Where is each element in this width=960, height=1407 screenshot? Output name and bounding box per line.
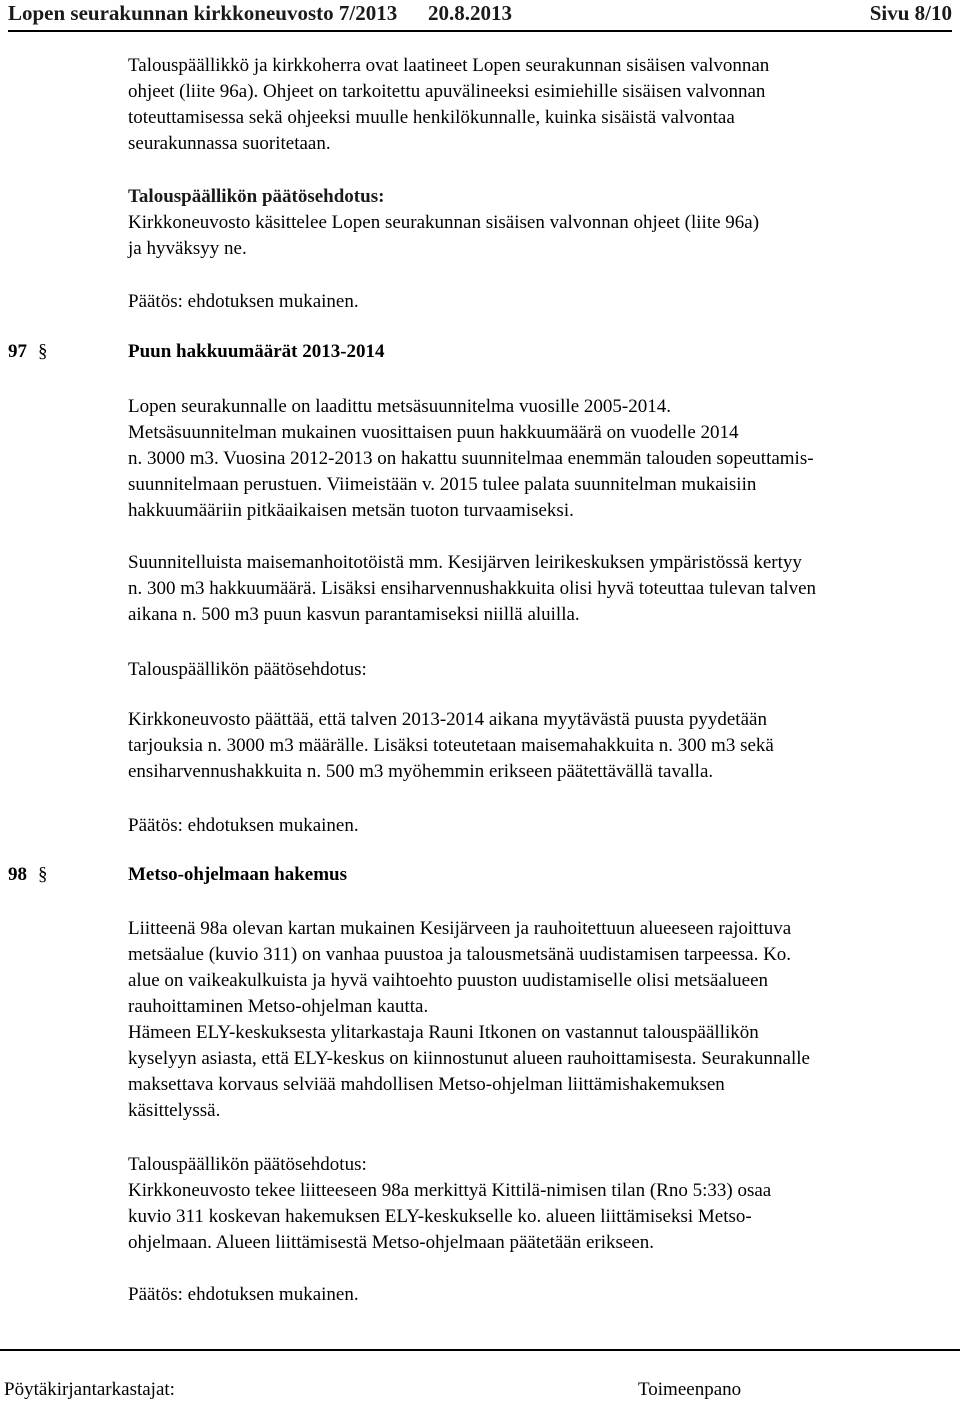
intro-line: Talouspäällikkö ja kirkkoherra ovat laatineet Lopen seurakunnan sisäisen valvonnan [128, 55, 770, 76]
page-number: Sivu 8/10 [869, 1, 952, 25]
section-98-heading [8, 864, 928, 892]
proposal-line: kuvio 311 koskevan hakemuksen ELY-keskukselle ko. alueen liittämiseksi Metso- [128, 1206, 752, 1227]
paragraph-symbol: § [38, 864, 48, 885]
section-97-paragraph-1 [128, 394, 928, 524]
proposal-line: tarjouksia n. 3000 m3 määrälle. Lisäksi toteutetaan maisemahakkuita n. 300 m3 sekä [128, 735, 774, 756]
footer-execution-label: Toimeenpano [638, 1379, 742, 1400]
meeting-date: 20.8.2013 [428, 1, 512, 25]
proposal-line: ohjelmaan. Alueen liittämisestä Metso-ohjelmaan päätetään erikseen. [128, 1232, 655, 1253]
body-line: Lopen seurakunnalle on laadittu metsäsuunnitelma vuosille 2005-2014. [128, 396, 671, 417]
section-98-proposal [128, 1152, 928, 1256]
intro-paragraph [128, 53, 928, 157]
section-97-proposal [128, 707, 928, 785]
body-line: Metsäsuunnitelman mukainen vuosittaisen puun hakkuumäärä on vuodelle 2014 [128, 422, 739, 443]
proposal-line: ensiharvennushakkuita n. 500 m3 myöhemmin erikseen päätettävällä tavalla. [128, 761, 714, 782]
section-98-paragraph-1 [128, 916, 928, 1124]
body-line: käsittelyssä. [128, 1100, 221, 1121]
footer-divider [0, 1349, 960, 1351]
section-98-decision [128, 1282, 928, 1308]
section-number: 97 [8, 341, 27, 362]
section-97-proposal-label [128, 657, 928, 683]
page-header [8, 0, 952, 32]
proposal-label: Talouspäällikön päätösehdotus: [128, 186, 385, 207]
decision-text: Päätös: ehdotuksen mukainen. [128, 815, 359, 836]
decision-text: Päätös: ehdotuksen mukainen. [128, 291, 359, 312]
document-title: Lopen seurakunnan kirkkoneuvosto 7/2013 [8, 1, 398, 25]
body-line: metsäalue (kuvio 311) on vanhaa puustoa ja talousmetsänä uudistamisen tarpeessa. Ko. [128, 944, 792, 965]
intro-line: seurakunnassa suoritetaan. [128, 133, 331, 154]
proposal-label: Talouspäällikön päätösehdotus: [128, 659, 367, 680]
section-97-heading [8, 341, 928, 369]
intro-line: ohjeet (liite 96a). Ohjeet on tarkoitettu apuvälineeksi esimiehille sisäisen valvonnan [128, 81, 766, 102]
body-line: rauhoittaminen Metso-ohjelman kautta. [128, 996, 429, 1017]
intro-decision [128, 289, 928, 315]
body-line: Liitteenä 98a olevan kartan mukainen Kesijärveen ja rauhoitettuun alueeseen rajoittuva [128, 918, 792, 939]
decision-text: Päätös: ehdotuksen mukainen. [128, 1284, 359, 1305]
intro-line: toteuttamisessa sekä ohjeeksi muulle henkilökunnalle, kuinka sisäistä valvontaa [128, 107, 735, 128]
body-line: suunnitelmaan perustuen. Viimeistään v. 2015 tulee palata suunnitelman mukaisiin [128, 474, 757, 495]
section-97-paragraph-2 [128, 550, 928, 628]
body-line: aikana n. 500 m3 puun kasvun parantamiseksi niillä aluilla. [128, 604, 580, 625]
paragraph-symbol: § [38, 341, 48, 362]
proposal-line: Kirkkoneuvosto päättää, että talven 2013-2014 aikana myytävästä puusta pyydetään [128, 709, 767, 730]
section-number: 98 [8, 864, 27, 885]
body-line: maksettava korvaus selviää mahdollisen Metso-ohjelman liittämishakemuksen [128, 1074, 725, 1095]
section-97-decision [128, 813, 928, 839]
footer-reviewers-label: Pöytäkirjantarkastajat: [4, 1379, 175, 1400]
proposal-line: ja hyväksyy ne. [128, 238, 247, 259]
body-line: Hämeen ELY-keskuksesta ylitarkastaja Rauni Itkonen on vastannut talouspäällikön [128, 1022, 759, 1043]
section-title: Metso-ohjelmaan hakemus [128, 864, 348, 885]
body-line: kyselyyn asiasta, että ELY-keskus on kiinnostunut alueen rauhoittamisesta. Seurakunnalle [128, 1048, 810, 1069]
intro-proposal [128, 184, 928, 262]
proposal-line: Kirkkoneuvosto käsittelee Lopen seurakunnan sisäisen valvonnan ohjeet (liite 96a) [128, 212, 760, 233]
proposal-label: Talouspäällikön päätösehdotus: [128, 1154, 367, 1175]
body-line: Suunnitelluista maisemanhoitotöistä mm. Kesijärven leirikeskuksen ympäristössä kertyy [128, 552, 802, 573]
body-line: alue on vaikeakulkuista ja hyvä vaihtoehto puuston uudistamiselle olisi metsäalueen [128, 970, 769, 991]
body-line: n. 300 m3 hakkuumäärä. Lisäksi ensiharvennushakkuita olisi hyvä toteuttaa tulevan talven [128, 578, 817, 599]
body-line: hakkuumääriin pitkäaikaisen metsän tuoton turvaamiseksi. [128, 500, 574, 521]
section-title: Puun hakkuumäärät 2013-2014 [128, 341, 385, 362]
proposal-line: Kirkkoneuvosto tekee liitteeseen 98a merkittyä Kittilä-nimisen tilan (Rno 5:33) osaa [128, 1180, 772, 1201]
body-line: n. 3000 m3. Vuosina 2012-2013 on hakattu suunnitelmaa enemmän talouden sopeuttamis- [128, 448, 814, 469]
